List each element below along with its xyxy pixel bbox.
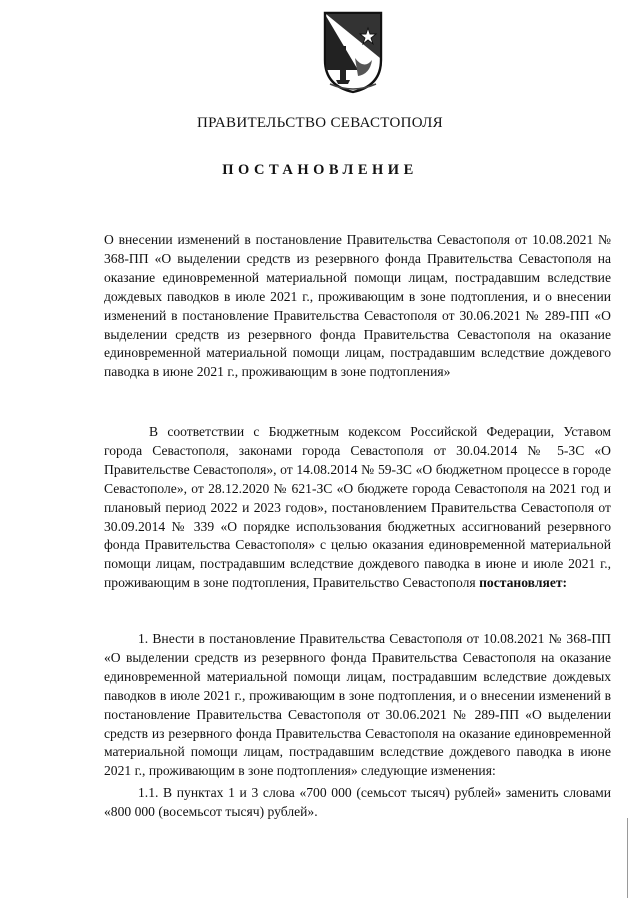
document-subject: О внесении изменений в постановление Правительства Севастополя от 10.08.2021 № 368-ПП «О выделении средств из резервного фонда Правительства Севастополя на оказание единовременной материальной помощи лицам, пострадавшим вследствие дождевых паводков в июле 2021 г., проживающим в зоне подтопления, и о внесении изменений в постановление Правительства Севастополя от 30.06.2021 № 289-ПП «О выделении средств из резервного фонда Правительства Севастополя на оказание единовременной материальной помощи лицам, пострадавшим вследствие дождевого паводка в июне 2021 г., проживающим в зоне подтопления»	[104, 232, 611, 380]
item-1-paragraph: 1. Внести в постановление Правительства Севастополя от 10.08.2021 № 368-ПП «О выделении средств из резервного фонда Правительства Севастополя на оказание единовременной материальной помощи лицам, пострадавшим вследствие дождевых паводков в июле 2021 г., проживающим в зоне подтопления, и о внесении изменений в постановление Правительства Севастополя от 30.06.2021 № 289-ПП «О выделении средств из резервного фонда Правительства Севастополя на оказание единовременной материальной помощи лицам, пострадавшим вследствие дождевого паводка в июне 2021 г., проживающим в зоне подтопления» следующие изменения:	[104, 631, 611, 779]
scan-margin-line	[627, 818, 628, 898]
document-type-heading: ПОСТАНОВЛЕНИЕ	[222, 162, 418, 178]
sevastopol-coat-of-arms-icon	[322, 10, 384, 94]
resolves-word: постановляет:	[479, 575, 568, 591]
item-1-1-paragraph: 1.1. В пунктах 1 и 3 слова «700 000 (семьсот тысяч) рублей» заменить словами «800 000 (восемьсот тысяч) рублей».	[104, 785, 611, 819]
preamble-text: В соответствии с Бюджетным кодексом Российской Федерации, Уставом города Севастополя, законами города Севастополя от 30.04.2014 № 5-ЗС «О Правительстве Севастополя», от 14.08.2014 № 59-ЗС «О бюджетном процессе в городе Севастополе», от 28.12.2020 № 621-ЗС «О бюджете города Севастополя на 2021 год и плановый период 2022 и 2023 годов», постановлением Правительства Севастополя от 30.09.2014 № 339 «О порядке использования бюджетных ассигнований резервного фонда Правительства Севастополя» с целью оказания единовременной материальной помощи лицам, пострадавшим вследствие дождевого паводка в июне и июле 2021 г., проживающим в зоне подтопления, Правительство Севастополя	[104, 424, 611, 591]
preamble-paragraph	[104, 423, 611, 593]
organization-name: ПРАВИТЕЛЬСТВО СЕВАСТОПОЛЯ	[197, 115, 443, 131]
